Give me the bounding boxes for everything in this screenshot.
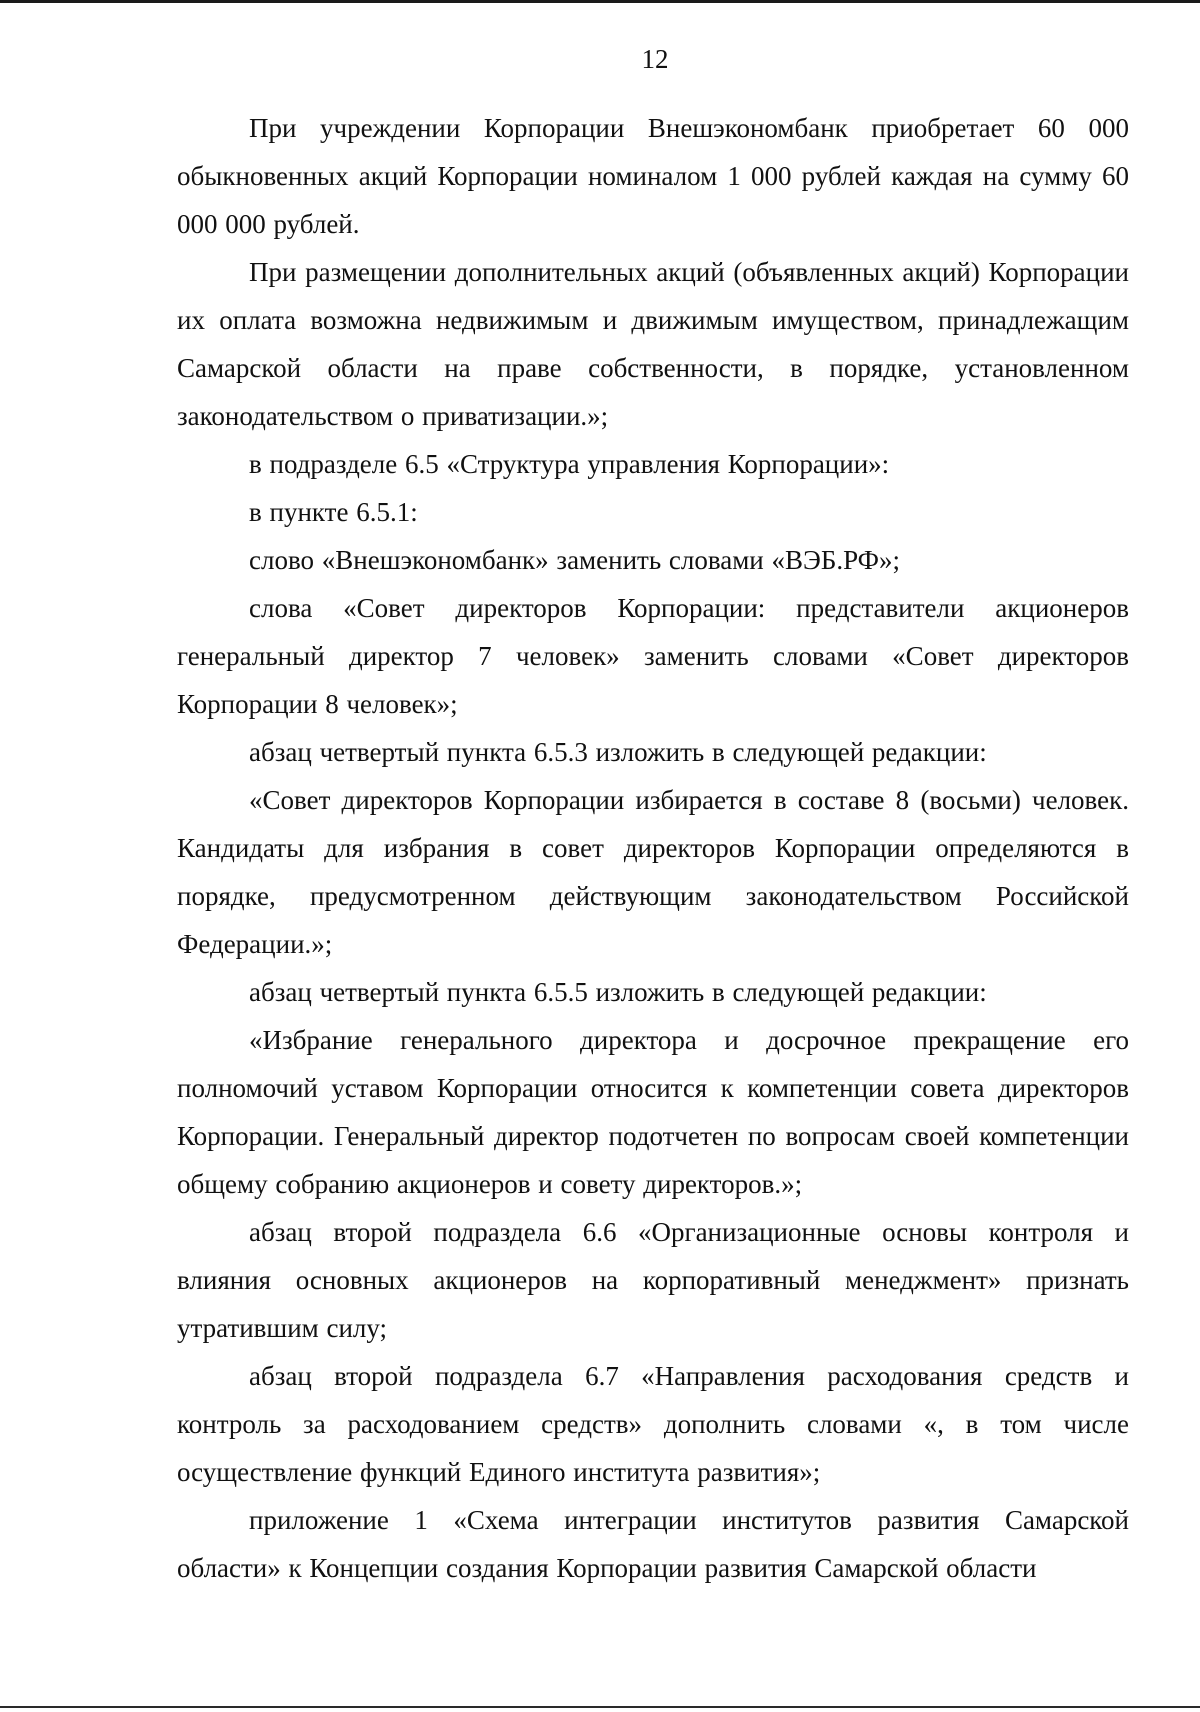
paragraph-replace-veb: слово «Внешэкономбанк» заменить словами «ВЭБ.РФ»; bbox=[249, 545, 900, 575]
scan-top-border bbox=[0, 0, 1200, 3]
paragraph-clause-6-5-3: абзац четвертый пункта 6.5.3 изложить в следующей редакции: bbox=[249, 737, 987, 767]
paragraph-director-election: «Избрание генерального директора и досрочное прекращение его полномочий уставом Корпорации относится к компетенции совета директоров Корпорации. Генеральный директор подотчетен по вопросам своей компетенции общему собранию акционеров и совету директоров.»; bbox=[177, 1025, 1129, 1199]
paragraph-clause-6-5-5: абзац четвертый пункта 6.5.5 изложить в следующей редакции: bbox=[249, 977, 987, 1007]
paragraph-board-election: «Совет директоров Корпорации избирается в составе 8 (восьми) человек. Кандидаты для избрания в совет директоров Корпорации определяются в порядке, предусмотренном действующим законодательством Российской Федерации.»; bbox=[177, 785, 1129, 959]
paragraph-subsection-6-7: абзац второй подраздела 6.7 «Направления расходования средств и контроль за расходованием средств» дополнить словами «, в том числе осуществление функций Единого института развития»; bbox=[177, 1361, 1129, 1487]
paragraph-clause-6-5-1: в пункте 6.5.1: bbox=[249, 497, 418, 527]
paragraph-subsection-6-5: в подразделе 6.5 «Структура управления Корпорации»: bbox=[249, 449, 890, 479]
page-number: 12 bbox=[641, 44, 669, 74]
document-body bbox=[177, 104, 1129, 1592]
paragraph-appendix-1: приложение 1 «Схема интеграции институтов развития Самарской области» к Концепции создания Корпорации развития Самарской области bbox=[177, 1505, 1129, 1583]
paragraph-subsection-6-6: абзац второй подраздела 6.6 «Организационные основы контроля и влияния основных акционеров на корпоративный менеджмент» признать утратившим силу; bbox=[177, 1217, 1129, 1343]
paragraph-board-composition-change: слова «Совет директоров Корпорации: представители акционеров генеральный директор 7 человек» заменить словами «Совет директоров Корпорации 8 человек»; bbox=[177, 593, 1129, 719]
paragraph-additional-shares: При размещении дополнительных акций (объявленных акций) Корпорации их оплата возможна недвижимым и движимым имуществом, принадлежащим Самарской области на праве собственности, в порядке, установленном законодательством о приватизации.»; bbox=[177, 257, 1129, 431]
paragraph-shares-acquisition: При учреждении Корпорации Внешэкономбанк приобретает 60 000 обыкновенных акций Корпорации номиналом 1 000 рублей каждая на сумму 60 000 000 рублей. bbox=[177, 113, 1129, 239]
scan-bottom-border bbox=[0, 1706, 1200, 1708]
